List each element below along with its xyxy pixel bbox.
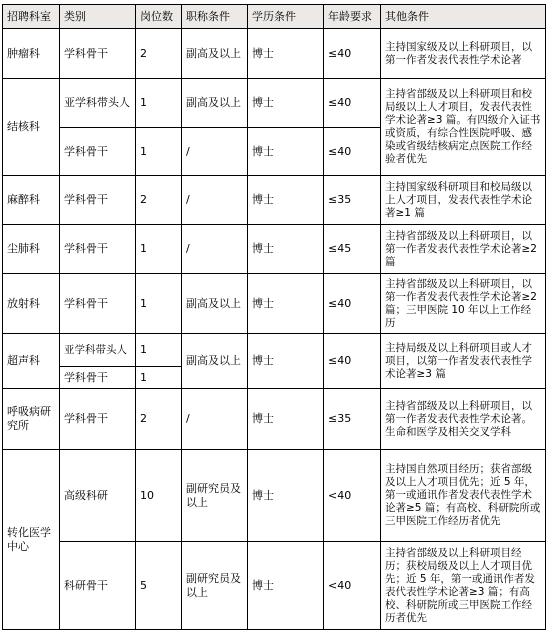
cell-positions: 5 xyxy=(136,542,182,630)
cell-category: 学科骨干 xyxy=(60,29,136,79)
cell-education-req: 博士 xyxy=(248,389,324,450)
cell-dept: 呼吸病研究所 xyxy=(3,389,60,450)
cell-positions: 2 xyxy=(136,29,182,79)
cell-category: 学科骨干 xyxy=(60,225,136,274)
recruitment-table xyxy=(2,4,546,630)
table-row xyxy=(3,389,546,450)
cell-positions: 1 xyxy=(136,225,182,274)
cell-other-req: 主持国家级科研项目和校局级以上人才项目，发表代表性学术论著≥1 篇 xyxy=(381,176,546,225)
cell-category: 学科骨干 xyxy=(60,367,136,389)
cell-positions: 1 xyxy=(136,274,182,334)
cell-age-req: ≤40 xyxy=(324,79,381,128)
cell-dept: 超声科 xyxy=(3,334,60,389)
cell-dept: 结核科 xyxy=(3,79,60,176)
cell-positions: 1 xyxy=(136,128,182,176)
cell-positions: 1 xyxy=(136,334,182,367)
cell-education-req: 博士 xyxy=(248,176,324,225)
header-category: 类别 xyxy=(60,5,136,29)
cell-education-req: 博士 xyxy=(248,225,324,274)
cell-education-req: 博士 xyxy=(248,79,324,128)
cell-category: 学科骨干 xyxy=(60,274,136,334)
cell-age-req: <40 xyxy=(324,542,381,630)
cell-age-req: ≤40 xyxy=(324,128,381,176)
cell-age-req: ≤40 xyxy=(324,29,381,79)
header-education-req: 学历条件 xyxy=(248,5,324,29)
cell-other-req: 主持省部级及以上科研项目，以第一作者发表代表性学术论著≥2 篇；三甲医院 10 年以上工作经历 xyxy=(381,274,546,334)
cell-title-req: 副高及以上 xyxy=(182,79,248,128)
cell-category: 高级科研 xyxy=(60,450,136,542)
cell-positions: 1 xyxy=(136,367,182,389)
cell-age-req: ≤40 xyxy=(324,274,381,334)
cell-title-req: 副高及以上 xyxy=(182,334,248,389)
cell-category: 亚学科带头人 xyxy=(60,79,136,128)
cell-other-req: 主持国家级及以上科研项目，以第一作者发表代表性学术论著 xyxy=(381,29,546,79)
table-row xyxy=(3,450,546,542)
table-row xyxy=(3,225,546,274)
cell-age-req: ≤35 xyxy=(324,176,381,225)
cell-other-req: 主持省部级及以上科研项目和校局级以上人才项目，发表代表性学术论著≥3 篇。有四级介入证书或资质，有综合性医院呼吸、感染或省级结核病定点医院工作经验者优先 xyxy=(381,79,546,176)
cell-title-req: 副高及以上 xyxy=(182,274,248,334)
cell-other-req: 主持局级及以上科研项目或人才项目，以第一作者发表代表性学术论著≥3 篇 xyxy=(381,334,546,389)
cell-age-req: ≤45 xyxy=(324,225,381,274)
table-row xyxy=(3,79,546,128)
header-positions: 岗位数 xyxy=(136,5,182,29)
cell-category: 科研骨干 xyxy=(60,542,136,630)
cell-education-req: 博士 xyxy=(248,274,324,334)
cell-category: 学科骨干 xyxy=(60,128,136,176)
header-other-req: 其他条件 xyxy=(381,5,546,29)
cell-dept: 转化医学中心 xyxy=(3,450,60,630)
table-row xyxy=(3,542,546,630)
cell-positions: 2 xyxy=(136,389,182,450)
cell-education-req: 博士 xyxy=(248,128,324,176)
cell-title-req: / xyxy=(182,389,248,450)
cell-title-req: 副高及以上 xyxy=(182,29,248,79)
table-row xyxy=(3,29,546,79)
table-row xyxy=(3,334,546,367)
cell-age-req: <40 xyxy=(324,450,381,542)
cell-positions: 1 xyxy=(136,79,182,128)
cell-positions: 10 xyxy=(136,450,182,542)
cell-dept: 尘肺科 xyxy=(3,225,60,274)
header-title-req: 职称条件 xyxy=(182,5,248,29)
cell-title-req: / xyxy=(182,128,248,176)
cell-age-req: ≤40 xyxy=(324,334,381,389)
cell-category: 学科骨干 xyxy=(60,176,136,225)
cell-dept: 肿瘤科 xyxy=(3,29,60,79)
cell-positions: 2 xyxy=(136,176,182,225)
cell-category: 亚学科带头人 xyxy=(60,334,136,367)
header-age-req: 年龄要求 xyxy=(324,5,381,29)
header-row xyxy=(3,5,546,29)
cell-education-req: 博士 xyxy=(248,29,324,79)
cell-education-req: 博士 xyxy=(248,450,324,542)
cell-other-req: 主持省部级及以上科研项目经历；获校局级及以上人才项目优先；近 5 年，第一或通讯作者发表代表性学术论著≥3 篇；有高校、科研院所或三甲医院工作经历者优先 xyxy=(381,542,546,630)
cell-category: 学科骨干 xyxy=(60,389,136,450)
cell-dept: 麻醉科 xyxy=(3,176,60,225)
cell-other-req: 主持省部级及以上科研项目，以第一作者发表代表性学术论著。生命和医学及相关交叉学科 xyxy=(381,389,546,450)
cell-dept: 放射科 xyxy=(3,274,60,334)
table-row xyxy=(3,176,546,225)
cell-age-req: ≤35 xyxy=(324,389,381,450)
table-row xyxy=(3,274,546,334)
cell-other-req: 主持省部级及以上科研项目，以第一作者发表代表性学术论著≥2 篇 xyxy=(381,225,546,274)
cell-education-req: 博士 xyxy=(248,334,324,389)
cell-title-req: 副研究员及以上 xyxy=(182,542,248,630)
cell-title-req: / xyxy=(182,225,248,274)
cell-education-req: 博士 xyxy=(248,542,324,630)
cell-title-req: 副研究员及以上 xyxy=(182,450,248,542)
header-dept: 招聘科室 xyxy=(3,5,60,29)
cell-title-req: / xyxy=(182,176,248,225)
cell-other-req: 主持国自然项目经历；获省部级及以上人才项目优先；近 5 年，第一或通讯作者发表代表性学术论著≥5 篇；有高校、科研院所或三甲医院工作经历者优先 xyxy=(381,450,546,542)
